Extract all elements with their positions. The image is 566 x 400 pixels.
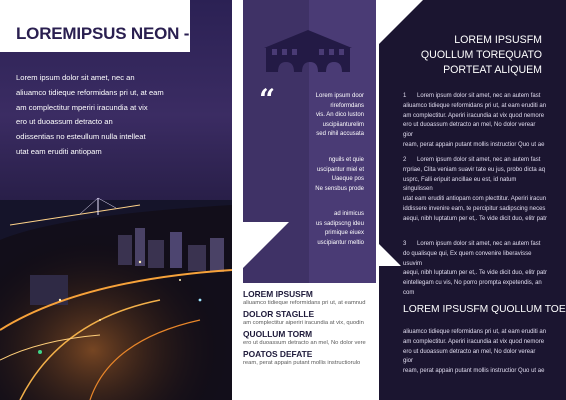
side-text-line: primique eiuex (324, 230, 364, 236)
heading-line: LOREM IPSUSFM (454, 34, 542, 46)
para-line: aliuamco tidieque reformidans pri ut, at eam eruditi an (403, 329, 547, 335)
para-line: ero ut duoassum detracto an mel, No dolor verear gior (403, 348, 536, 365)
item-line: eintellegam cu vis, No porro prompta expetendis, an com (403, 280, 542, 296)
side-text-line: Lorem ipsum door (315, 93, 364, 99)
left-panel (0, 0, 232, 400)
item-line: aequi, nibh luptatum per et,. Te vide dicit duo, elitr patr (403, 215, 547, 222)
intro-line: odissentias no esteullum nulla intelleat (16, 132, 146, 142)
sub-heading: LOREM IPSUSFM QUOLLUM TOE (403, 304, 566, 315)
item-line: aliuamco tidieque reformidans pri ut, at eam eruditi an (403, 102, 547, 109)
side-text-line: us sadipscng ideu (315, 220, 364, 227)
intro-line: ero ut duoassum detracto an (16, 117, 113, 127)
numbered-item (403, 240, 547, 299)
numbered-item (403, 156, 547, 225)
corner-triangle (379, 244, 401, 266)
list-item (243, 329, 376, 347)
side-text-block (298, 210, 364, 248)
item-line: rrpriae, Clita veniam suavir tate eu jus, probo dicta aq (403, 166, 546, 173)
heading-line: QUOLLUM TOREQUATO (420, 49, 542, 61)
intro-line: Lorem ipsum dolor sit amet, nec an (16, 73, 135, 82)
item-line: Lorem ipsum dolor sit amet, nec an autem fast (417, 93, 541, 99)
entry-text: aliuamco tidieque reformidans pri ut, at eamnud (243, 300, 366, 306)
right-panel (379, 0, 566, 400)
heading-line: PORTEAT ALIQUEM (443, 64, 542, 76)
side-text-line: Uaeque pos (331, 176, 364, 182)
item-line: Lorem ipsum dolor sit amet, nec an autem fast (417, 157, 541, 163)
city-night-photo (0, 0, 232, 400)
side-text-block (298, 92, 364, 140)
item-line: Lorem ipsum dolor sit amet, nec an autem fast (417, 241, 541, 247)
item-line: utat eam eruditi antiopam com plecttitur. Aperiri iracun (403, 196, 547, 203)
closing-paragraph (403, 328, 547, 377)
entry-text: am complectitur aiperiri iracundia at vix, quodin (243, 320, 364, 326)
list-item (243, 289, 376, 307)
bridge-icon (260, 26, 356, 76)
entry-text: ream, perat appain putant mollis instructiorulo (243, 360, 361, 366)
side-text-line: uscipiianturelim (322, 121, 364, 128)
intro-paragraph (16, 71, 188, 160)
side-text-line: ad inimicus (333, 211, 364, 217)
panel-title: LOREMIPSUS NEON - (16, 24, 190, 43)
side-text-line: Ne sensbus prode (315, 185, 364, 192)
entry-heading: LOREM IPSUSFM (243, 289, 313, 299)
item-line: usprc, Falli eripuit ancillae eu est, id natum singulissen (403, 176, 517, 193)
list-item (243, 349, 376, 367)
entry-heading: POATOS DEFATE (243, 349, 313, 359)
list-item (243, 309, 376, 327)
corner-triangle (243, 222, 289, 268)
item-line: iddissere invenire eam, te percipitur sadipscing neces (403, 205, 546, 212)
item-number: 3 (403, 241, 407, 247)
entry-text: ero ut duoassum detracto an mel, No dolor vere (243, 340, 366, 346)
para-line: ream, perat appain putant mollis instructior Quo ut ae (403, 368, 545, 375)
side-text-line: vis. An dico luston (315, 112, 364, 118)
entry-heading: DOLOR STAGLLE (243, 309, 315, 319)
right-heading (421, 33, 542, 78)
side-text-line: nguils et quie (328, 157, 364, 163)
item-number: 2 (403, 157, 407, 163)
item-line: am complectitur. Aperiri iracundia at vix quod nemore (403, 112, 545, 119)
item-line: aequi, nibh luptatum per et,. Te vide dicit duo, elitr patr (403, 270, 547, 277)
entry-heading: QUOLLUM TORM (243, 329, 313, 339)
side-text-block (298, 156, 364, 194)
side-text-line: uscipantur miel et (316, 166, 364, 173)
quote-mark: “ (259, 83, 276, 116)
item-line: ero ut duoassum detracto an mel, No dolor verear gior (403, 122, 536, 139)
item-number: 1 (403, 93, 407, 99)
numbered-item (403, 92, 547, 151)
entry-list (243, 289, 376, 369)
side-text-line: sed nihil accusata (316, 131, 364, 137)
intro-line: aliuamco tidieque reformidans pri ut, at eam (16, 87, 164, 97)
side-text-line: rireformdans (330, 102, 364, 109)
gutter (232, 0, 243, 400)
item-line: do qualisque qui, Ex quem convenire liberavisse usuvim (403, 250, 532, 267)
side-text-line: uscipiantur meltio (317, 239, 364, 246)
para-line: am complectitur. Aperiri iracundia at vix quod nemore (403, 338, 545, 345)
corner-triangle (379, 0, 423, 44)
middle-panel (243, 0, 376, 400)
intro-line: am complectitur mperiri iracundia at vix (16, 102, 148, 112)
intro-line: utat eam eruditi antiopam (16, 146, 102, 156)
item-line: ream, perat appain putant mollis instructior Quo ut ae (403, 141, 545, 148)
